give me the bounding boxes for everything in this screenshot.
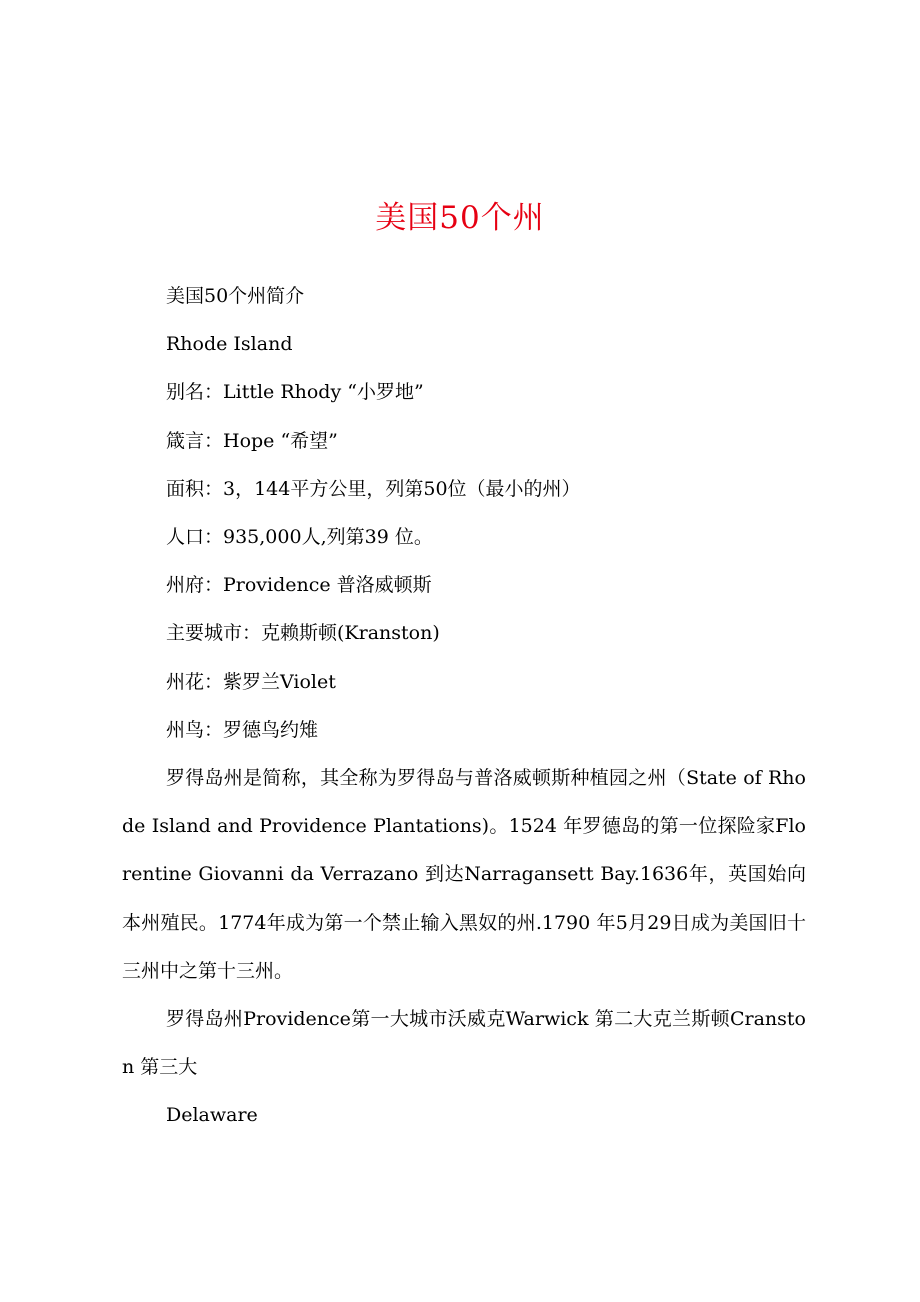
population-line: 人口：935,000人,列第39 位。 (166, 526, 433, 549)
nickname-line: 别名：Little Rhody “小罗地” (166, 381, 424, 404)
major-city-line: 主要城市：克赖斯顿(Kranston) (166, 622, 440, 645)
history-paragraph: 罗得岛州是简称，其全称为罗得岛与普洛威顿斯种植园之州（State of Rhode Island and Providence Plantations)。1524 年罗德岛的第一位探险家Florentine Giovanni da Verrazano 到达Narragansett Bay.1636年，英国始向本州殖民。1774年成为第一个禁止输入黑奴的州.1790 年5月29日成为美国旧十三州中之第十三州。 (122, 767, 806, 982)
document-title: 美国50个州 (375, 200, 545, 236)
state-flower-line: 州花：紫罗兰Violet (166, 670, 336, 693)
cities-paragraph: 罗得岛州Providence第一大城市沃威克Warwick 第二大克兰斯顿Cranston 第三大 (122, 1008, 806, 1079)
state-name-line: Rhode Island (166, 333, 293, 356)
next-state-heading: Delaware (166, 1104, 258, 1127)
intro-line: 美国50个州简介 (166, 285, 305, 307)
motto-line: 箴言：Hope “希望” (166, 429, 338, 452)
capital-line: 州府：Providence 普洛威顿斯 (166, 574, 432, 597)
state-bird-line: 州鸟：罗德鸟约雉 (166, 718, 319, 741)
document-body (122, 272, 806, 1140)
area-line: 面积：3，144平方公里，列第50位（最小的州） (166, 477, 581, 500)
